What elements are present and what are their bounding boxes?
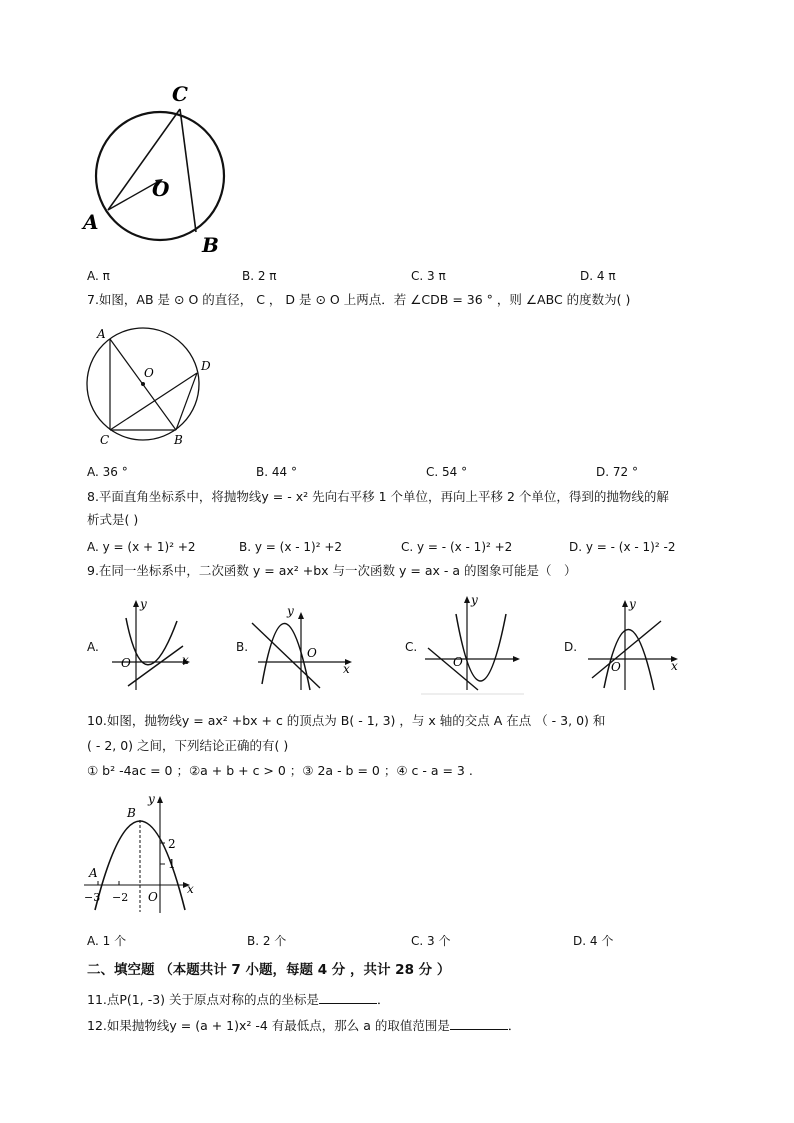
q9-stem: 9.在同一坐标系中，二次函数 y = ax² +bx 与一次函数 y = ax - a 的图象可能是（ ） (87, 563, 577, 578)
q7-option-a[interactable]: A. 36 ° (87, 465, 128, 479)
q6-option-a[interactable]: A. π (87, 269, 110, 283)
svg-text:y: y (629, 597, 636, 611)
q6-option-d[interactable]: D. 4 π (580, 269, 616, 283)
q7-label-b: B (174, 433, 183, 447)
q8-option-b[interactable]: B. y = (x - 1)² +2 (239, 540, 343, 554)
q7-label-o: O (144, 366, 154, 380)
svg-text:x: x (343, 662, 350, 676)
q11-answer-blank[interactable] (319, 991, 377, 1004)
q10-stem-line2: ( - 2, 0) 之间，下列结论正确的有( ) (87, 738, 289, 753)
q7-label-d: D (201, 359, 211, 373)
q10-option-d[interactable]: D. 4 个 (573, 934, 614, 948)
q7-option-b[interactable]: B. 44 ° (256, 465, 297, 479)
q10-label-b: B (127, 806, 136, 820)
svg-text:x: x (671, 659, 678, 673)
q11-line (87, 991, 390, 1008)
q10-label-n2: −2 (112, 891, 129, 904)
svg-text:y: y (140, 597, 147, 611)
svg-text:O: O (307, 646, 317, 660)
q7-label-c: C (100, 433, 110, 447)
q12-stem: 12.如果抛物线y = (a + 1)x² -4 有最低点，那么 a 的取值范围是 (87, 1018, 450, 1033)
q10-statements: ① b² -4ac = 0 ；②a + b + c > 0 ；③ 2a - b = 0 ；④ c - a = 3 . (87, 763, 473, 778)
q10-option-c[interactable]: C. 3 个 (411, 934, 451, 948)
svg-text:y: y (287, 604, 294, 618)
q10-option-a[interactable]: A. 1 个 (87, 934, 127, 948)
q6-label-a: A (83, 210, 99, 234)
q6-label-c: C (172, 82, 188, 106)
q10-option-b[interactable]: B. 2 个 (247, 934, 287, 948)
q11-end: ． (377, 992, 390, 1007)
svg-text:x: x (182, 653, 189, 667)
q12-end: ． (507, 1018, 521, 1033)
q11-stem: 11.点P(1, -3) 关于原点对称的点的坐标是 (87, 992, 320, 1007)
q12-line (87, 1017, 520, 1034)
q6-option-c[interactable]: C. 3 π (411, 269, 446, 283)
q9-option-a[interactable]: A. (87, 640, 99, 654)
q10-label-a: A (89, 866, 98, 880)
q12-answer-blank[interactable] (450, 1017, 508, 1030)
svg-text:O: O (121, 656, 131, 670)
q7-option-c[interactable]: C. 54 ° (426, 465, 468, 479)
section2-title: 二、填空题 （本题共计 7 小题，每题 4 分 ，共计 28 分 ） (87, 962, 451, 978)
svg-text:O: O (611, 660, 621, 674)
q9-option-b[interactable]: B. (236, 640, 249, 654)
q8-option-a[interactable]: A. y = (x + 1)² +2 (87, 540, 196, 554)
q8-option-c[interactable]: C. y = - (x - 1)² +2 (401, 540, 513, 554)
q6-label-o: O (152, 177, 170, 201)
q8-option-d[interactable]: D. y = - (x - 1)² -2 (569, 540, 676, 554)
q7-option-d[interactable]: D. 72 ° (596, 465, 638, 479)
q8-stem-line1: 8.平面直角坐标系中，将抛物线y = - x² 先向右平移 1 个单位，再向上平移 2 个单位，得到的抛物线的解 (87, 489, 669, 504)
q10-label-o: O (148, 890, 158, 904)
q7-label-a: A (97, 327, 106, 341)
q10-label-x: x (187, 882, 194, 896)
q10-label-n3: −3 (84, 891, 101, 904)
q7-stem: 7.如图，AB 是 ⊙ O 的直径， C ， D 是 ⊙ O 上两点．若 ∠CDB = 36 ° ，则 ∠ABC 的度数为( ) (87, 292, 631, 307)
q10-label-1: 1 (168, 857, 176, 871)
q9-option-d[interactable]: D. (564, 640, 578, 654)
q10-stem-line1: 10.如图，抛物线y = ax² +bx + c 的顶点为 B( - 1, 3) ，与 x 轴的交点 A 在点 （ - 3, 0) 和 (87, 713, 606, 728)
q8-stem-line2: 析式是( ) (87, 512, 139, 527)
q6-label-b: B (202, 233, 219, 257)
q9-option-c[interactable]: C. (405, 640, 418, 654)
svg-text:y: y (471, 593, 478, 607)
q10-label-y: y (148, 792, 155, 806)
q10-label-2: 2 (168, 837, 176, 851)
q6-option-b[interactable]: B. 2 π (242, 269, 277, 283)
svg-text:O: O (453, 655, 463, 669)
